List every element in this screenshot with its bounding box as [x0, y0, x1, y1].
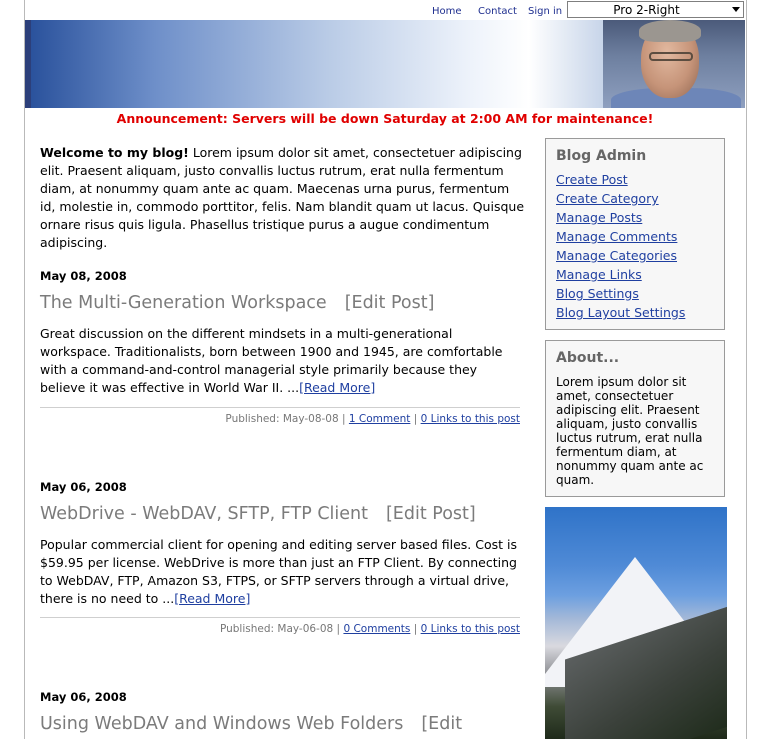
post-excerpt: Great discussion on the different mindsets in a multi-generational workspace. Traditionalists, born between 1900 and 1945, are comfortable with a command-and-control managerial style primarily because they believe it was effective in World War II. ...	[40, 326, 503, 395]
theme-select-value: Pro 2-Right	[613, 3, 680, 17]
read-more-link[interactable]: [Read More]	[174, 591, 251, 606]
post-date: May 08, 2008	[40, 269, 127, 283]
post-title-link[interactable]: The Multi-Generation Workspace	[40, 293, 327, 313]
post-body	[40, 325, 522, 397]
blog-settings-link[interactable]: Blog Settings	[556, 286, 639, 301]
comments-link[interactable]: 0 Comments	[343, 623, 411, 635]
post-title	[40, 293, 434, 313]
edit-post-link[interactable]: [Edit Post]	[344, 293, 435, 313]
contact-link[interactable]: Contact	[478, 6, 517, 17]
chevron-down-icon	[732, 7, 740, 12]
author-photo-glasses	[649, 52, 693, 61]
page-border-right	[746, 0, 747, 739]
mountain-photo	[545, 507, 727, 739]
blog-layout-settings-link[interactable]: Blog Layout Settings	[556, 305, 686, 320]
post-body	[40, 536, 522, 608]
intro-body: Lorem ipsum dolor sit amet, consectetuer adipiscing elit. Praesent aliquam, justo convallis luctus rutrum, erat nulla fermentum diam, at nonummy quam ante ac quam. Maecenas urna purus, fermentum id, molestie in, commodo porttitor, felis. Nam blandit quam ut lacus. Quisque ornare risus quis ligula. Phasellus tristique purus a augue condimentum adipiscing.	[40, 145, 525, 250]
post-divider	[40, 407, 520, 408]
post-excerpt: Popular commercial client for opening and editing server based files. Cost is $59.95 per license. WebDrive is more than just an FTP Client. By connecting to WebDAV, FTP, Amazon S3, FTPS, or SFTP servers through a virtual drive, there is no need to ...	[40, 537, 517, 606]
post-title-link[interactable]: WebDrive - WebDAV, SFTP, FTP Client	[40, 504, 368, 524]
intro-heading: Welcome to my blog!	[40, 145, 189, 160]
read-more-link[interactable]: [Read More]	[299, 380, 376, 395]
about-text: Lorem ipsum dolor sit amet, consectetuer adipiscing elit. Praesent aliquam, justo convallis luctus rutrum, erat nulla fermentum diam, at nonummy quam ante ac quam.	[556, 375, 704, 487]
manage-posts-link[interactable]: Manage Posts	[556, 210, 643, 225]
header-banner	[25, 20, 745, 108]
create-category-link[interactable]: Create Category	[556, 191, 659, 206]
about-box	[545, 340, 725, 497]
links-to-post-link[interactable]: 0 Links to this post	[420, 413, 520, 425]
post-title-link[interactable]: Using WebDAV and Windows Web Folders	[40, 714, 404, 734]
author-photo-hair	[639, 20, 701, 42]
links-to-post-link[interactable]: 0 Links to this post	[420, 623, 520, 635]
post-title	[40, 504, 476, 524]
post-divider	[40, 617, 520, 618]
post-date: May 06, 2008	[40, 480, 127, 494]
post-footer: Published: May-06-08 | 0 Comments | 0 Links to this post	[219, 623, 520, 635]
blog-admin-box	[545, 138, 725, 330]
comments-link[interactable]: 1 Comment	[348, 413, 411, 425]
intro-text	[40, 144, 525, 252]
sign-in-link[interactable]: Sign in	[528, 6, 563, 17]
author-photo	[603, 20, 745, 108]
announcement-banner: Announcement: Servers will be down Saturday at 2:00 AM for maintenance!	[116, 111, 654, 126]
edit-post-link[interactable]: [Edit	[421, 714, 463, 734]
published-date: Published: May-06-08	[219, 623, 334, 635]
theme-select[interactable]	[567, 1, 744, 18]
about-title: About...	[556, 350, 620, 366]
blog-admin-title: Blog Admin	[556, 148, 647, 164]
post-title	[40, 714, 462, 734]
manage-comments-link[interactable]: Manage Comments	[556, 229, 678, 244]
published-date: Published: May-08-08	[225, 413, 339, 425]
post-date: May 06, 2008	[40, 690, 127, 704]
edit-post-link[interactable]: [Edit Post]	[385, 504, 476, 524]
banner-accent-band	[25, 20, 31, 108]
post-footer: Published: May-08-08 | 1 Comment | 0 Links to this post	[225, 413, 520, 425]
home-link[interactable]: Home	[432, 6, 462, 17]
create-post-link[interactable]: Create Post	[556, 172, 628, 187]
manage-links-link[interactable]: Manage Links	[556, 267, 642, 282]
manage-categories-link[interactable]: Manage Categories	[556, 248, 678, 263]
